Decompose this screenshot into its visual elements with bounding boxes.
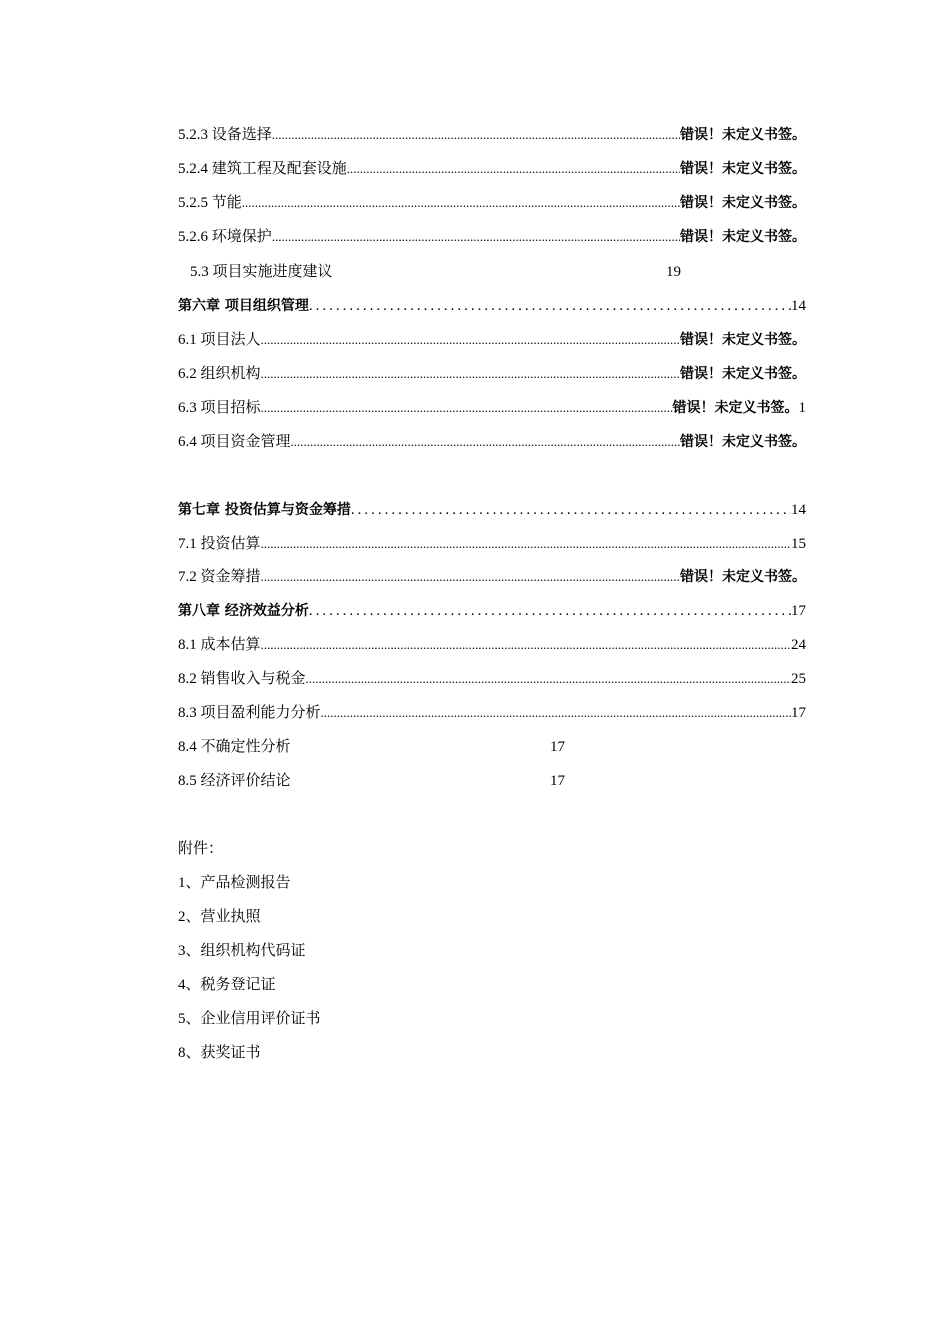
toc-entry[interactable] <box>178 634 806 656</box>
toc-entry[interactable] <box>178 158 806 180</box>
toc-entry-ref: 错误！未定义书签。 <box>672 400 799 416</box>
toc-entry-ref: 错误！未定义书签。 <box>680 434 806 450</box>
toc-entry[interactable] <box>178 702 806 724</box>
toc-leader <box>261 397 673 419</box>
toc-entry-label: 7.1 投资估算 <box>178 536 261 552</box>
toc-entry[interactable] <box>178 668 806 690</box>
toc-chapter[interactable] <box>178 600 806 622</box>
toc-entry-label: 5.2.5 节能 <box>178 195 242 211</box>
toc-leader <box>291 431 680 453</box>
toc-leader <box>261 533 791 555</box>
toc-entry-ref: 错误！未定义书签。 <box>680 195 806 211</box>
attachment-item: 5、企业信用评价证书 <box>178 1011 321 1027</box>
toc-leader <box>309 295 791 317</box>
toc-leader <box>261 329 680 351</box>
toc-chapter-page: 14 <box>791 502 806 518</box>
toc-entry-label: 8.1 成本估算 <box>178 637 261 653</box>
toc-entry-label: 8.2 销售收入与税金 <box>178 671 306 687</box>
toc-entry[interactable] <box>178 363 806 385</box>
toc-entry-page: 24 <box>791 637 806 653</box>
toc-entry[interactable] <box>178 329 806 351</box>
toc-leader <box>351 499 791 521</box>
toc-entry-label: 6.3 项目招标 <box>178 400 261 416</box>
toc-leader <box>261 566 680 588</box>
toc-leader <box>261 634 791 656</box>
toc-entry[interactable] <box>178 533 806 555</box>
toc-entry[interactable] <box>178 124 806 146</box>
toc-leader <box>272 226 680 248</box>
toc-entry-label: 6.1 项目法人 <box>178 332 261 348</box>
toc-leader <box>242 192 680 214</box>
toc-chapter[interactable] <box>178 499 806 521</box>
toc-entry-ref: 错误！未定义书签。 <box>680 161 806 177</box>
toc-entry-page: 17 <box>550 739 565 755</box>
toc-entry-label: 5.2.6 环境保护 <box>178 229 272 245</box>
toc-entry-label: 5.2.4 建筑工程及配套设施 <box>178 161 347 177</box>
toc-entry-label: 7.2 资金筹措 <box>178 569 261 585</box>
toc-entry[interactable] <box>178 226 806 248</box>
toc-leader <box>261 363 680 385</box>
attachment-item: 3、组织机构代码证 <box>178 943 306 959</box>
toc-entry-label[interactable]: 8.5 经济评价结论 <box>178 773 291 789</box>
toc-leader <box>347 158 680 180</box>
attachment-item: 4、税务登记证 <box>178 977 276 993</box>
toc-entry-page: 15 <box>791 536 806 552</box>
toc-chapter-label: 第七章 投资估算与资金筹措 <box>178 502 351 518</box>
toc-entry-label: 5.2.3 设备选择 <box>178 127 272 143</box>
attachment-item: 1、产品检测报告 <box>178 875 291 891</box>
toc-entry[interactable] <box>178 431 806 453</box>
toc-entry[interactable] <box>178 192 806 214</box>
toc-entry-ref: 错误！未定义书签。 <box>680 127 806 143</box>
toc-entry-ref: 错误！未定义书签。 <box>680 229 806 245</box>
toc-leader <box>321 702 791 724</box>
attachment-item: 2、营业执照 <box>178 909 261 925</box>
toc-entry-label: 6.4 项目资金管理 <box>178 434 291 450</box>
toc-entry-page: 17 <box>550 773 565 789</box>
toc-chapter-page: 17 <box>791 603 806 619</box>
toc-chapter-label: 第八章 经济效益分析 <box>178 603 309 619</box>
toc-chapter-label: 第六章 项目组织管理 <box>178 298 309 314</box>
toc-entry-page: 17 <box>791 705 806 721</box>
toc-entry-label[interactable]: 5.3 项目实施进度建议 <box>190 264 333 280</box>
attachments-title: 附件： <box>178 841 224 857</box>
toc-entry[interactable] <box>178 566 806 588</box>
toc-entry-page: 1 <box>798 400 806 416</box>
toc-entry-page: 25 <box>791 671 806 687</box>
toc-leader <box>306 668 791 690</box>
toc-entry[interactable] <box>178 397 806 419</box>
toc-entry-ref: 错误！未定义书签。 <box>680 366 806 382</box>
toc-leader <box>272 124 680 146</box>
toc-leader <box>309 600 791 622</box>
toc-entry-page: 19 <box>666 264 681 280</box>
attachment-item: 8、获奖证书 <box>178 1045 261 1061</box>
toc-entry-label[interactable]: 8.4 不确定性分析 <box>178 739 291 755</box>
toc-chapter-page: 14 <box>791 298 806 314</box>
toc-entry-ref: 错误！未定义书签。 <box>680 332 806 348</box>
toc-entry-label: 8.3 项目盈利能力分析 <box>178 705 321 721</box>
toc-chapter[interactable] <box>178 295 806 317</box>
toc-entry-label: 6.2 组织机构 <box>178 366 261 382</box>
toc-entry-ref: 错误！未定义书签。 <box>680 569 806 585</box>
